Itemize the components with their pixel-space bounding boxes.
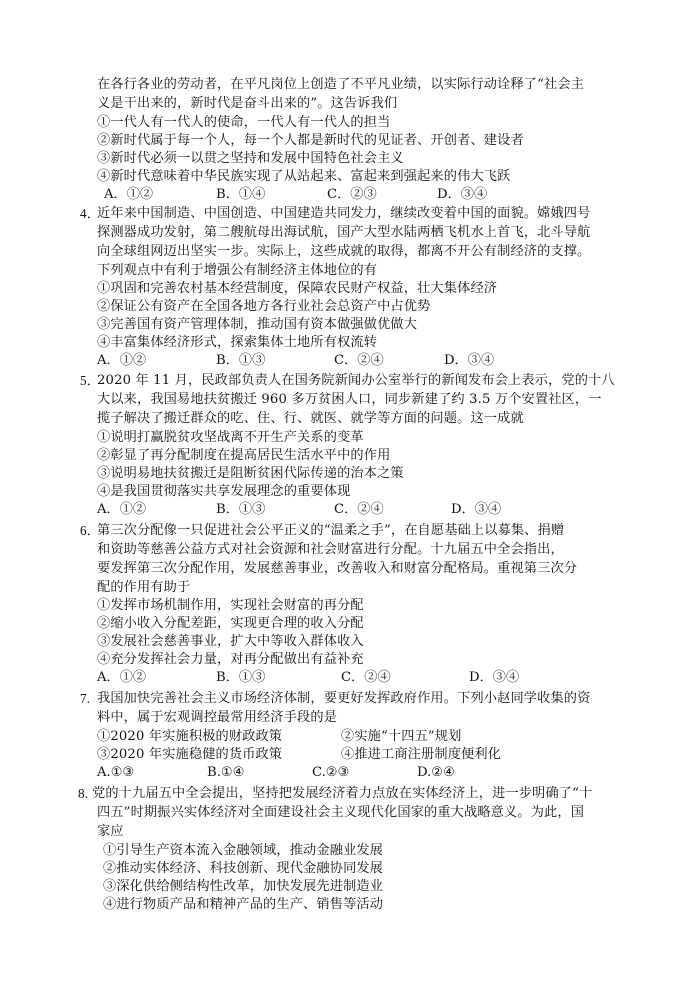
- q6-text-line-1: 第三次分配像一只促进社会公平正义的“温柔之手”，在自愿基础上以募集、捐赠: [97, 523, 565, 538]
- q8-statement-2: ②推动实体经济、科技创新、现代金融协同发展: [103, 861, 384, 876]
- q3-text-line-1: 在各行各业的劳动者，在平凡岗位上创造了不平凡业绩，以实际行动诠释了“社会主: [97, 77, 585, 92]
- q4-statement-4: ④丰富集体经济形式，探索集体土地所有权流转: [97, 335, 378, 350]
- q4-option-c: C．②④: [334, 353, 384, 368]
- q4-text-line-3: 向全球组网迈出坚实一步。实际上，这些成就的取得，都离不开公有制经济的支撑。: [97, 244, 591, 259]
- q3-statement-4: ④新时代意味着中华民族实现了从站起来、富起来到强起来的伟大飞跃: [97, 169, 511, 184]
- q5-statement-1: ①说明打赢脱贫攻坚战离不开生产关系的变革: [97, 430, 364, 445]
- q7-option-b: B.①④: [207, 765, 245, 780]
- q7-text-line-2: 料中，属于宏观调控最常用经济手段的是: [97, 710, 338, 725]
- q7-option-c: C.②③: [312, 765, 350, 780]
- q5-statement-4: ④是我国贯彻落实共享发展理念的重要体现: [97, 484, 351, 499]
- q7-option-a: A.①③: [97, 765, 135, 780]
- q8-statement-3: ③深化供给侧结构性改革，加快发展先进制造业: [103, 879, 384, 894]
- q6-number: 6．: [80, 523, 101, 538]
- q6-statement-2: ②缩小收入分配差距，实现更合理的收入分配: [97, 616, 364, 631]
- q8-statement-1: ①引导生产资本流入金融领域，推动金融业发展: [103, 843, 384, 858]
- q5-statement-2: ②彰显了再分配制度在提高居民生活水平中的作用: [97, 448, 391, 463]
- q7-statement-4: ④推进工商注册制度便利化: [341, 747, 502, 762]
- q8-text-line-2: 四五”时期振兴实体经济对全面建设社会主义现代化国家的重大战略意义。为此，国: [97, 805, 585, 820]
- q3-statement-2: ②新时代属于每一个人，每一个人都是新时代的见证者、开创者、建设者: [97, 133, 524, 148]
- q4-text-line-4: 下列观点中有利于增强公有制经济主体地位的有: [97, 263, 378, 278]
- q5-option-a: A．①②: [97, 502, 147, 517]
- q3-option-b: B．①④: [216, 187, 266, 202]
- q4-text-line-1: 近年来中国制造、中国创造、中国建造共同发力，继续改变着中国的面貌。嫦娥四号: [97, 206, 591, 221]
- q6-statement-4: ④充分发挥社会力量，对再分配做出有益补充: [97, 652, 364, 667]
- q5-text-line-1: 2020 年 11 月，民政部负责人在国务院新闻办公室举行的新闻发布会上表示，党的十八: [97, 373, 615, 388]
- q5-statement-3: ③说明易地扶贫搬迁是阻断贫困代际传递的治本之策: [97, 466, 404, 481]
- q4-statement-3: ③完善国有资产管理体制，推动国有资本做强做优做大: [97, 317, 418, 332]
- q7-option-d: D.②④: [417, 765, 455, 780]
- q5-option-d: D．③④: [451, 502, 502, 517]
- q3-text-line-2: 义是干出来的，新时代是奋斗出来的”。这告诉我们: [97, 96, 398, 111]
- q6-text-line-4: 配的作用有助于: [97, 580, 191, 595]
- q7-statement-3: ③2020 年实施稳健的货币政策: [97, 747, 283, 762]
- q6-option-a: A．①②: [97, 670, 147, 685]
- q8-text-line-1: 党的十九届五中全会提出，坚持把发展经济着力点放在实体经济上，进一步明确了“十: [92, 786, 593, 801]
- q6-statement-3: ③发展社会慈善事业，扩大中等收入群体收入: [97, 634, 364, 649]
- q4-statement-1: ①巩固和完善农村基本经营制度，保障农民财产权益，壮大集体经济: [97, 281, 498, 296]
- q5-option-c: C．②④: [334, 502, 384, 517]
- q6-option-d: D．③④: [469, 670, 520, 685]
- q7-statement-1: ①2020 年实施积极的财政政策: [97, 729, 283, 744]
- q6-text-line-3: 要发挥第三次分配作用，发展慈善事业，改善收入和财富分配格局。重视第三次分: [97, 561, 578, 576]
- q7-statement-2: ②实施“十四五”规划: [341, 729, 462, 744]
- q3-statement-1: ①一代人有一代人的使命，一代人有一代人的担当: [97, 115, 391, 130]
- q5-text-line-2: 大以来，我国易地扶贫搬迁 960 多万贫困人口，同步新建了约 3.5 万个安置社区，一: [97, 392, 602, 407]
- q3-option-c: C．②③: [327, 187, 377, 202]
- q4-text-line-2: 探测器成功发射，第二艘航母出海试航，国产大型水陆两栖飞机水上首飞，北斗导航: [97, 225, 591, 240]
- q8-number: 8.: [78, 786, 89, 801]
- q3-option-a: A．①②: [104, 187, 154, 202]
- q3-statement-3: ③新时代必须一以贯之坚持和发展中国特色社会主义: [97, 151, 404, 166]
- q7-number: 7.: [80, 691, 91, 706]
- q5-option-b: B．①③: [216, 502, 266, 517]
- q3-option-d: D．③④: [437, 187, 488, 202]
- q4-option-b: B．①③: [216, 353, 266, 368]
- q5-number: 5．: [80, 373, 101, 388]
- q6-text-line-2: 和资助等慈善公益方式对社会资源和社会财富进行分配。十九届五中全会指出，: [97, 542, 564, 557]
- q4-statement-2: ②保证公有资产在全国各地方各行业社会总资产中占优势: [97, 299, 431, 314]
- q8-text-line-3: 家应: [97, 824, 124, 839]
- q8-statement-4: ④进行物质产品和精神产品的生产、销售等活动: [103, 897, 384, 912]
- q7-text-line-1: 我国加快完善社会主义市场经济体制，要更好发挥政府作用。下列小赵同学收集的资: [97, 691, 591, 706]
- q6-option-b: B．①③: [216, 670, 266, 685]
- q5-text-line-3: 揽子解决了搬迁群众的吃、住、行、就医、就学等方面的问题。这一成就: [97, 411, 524, 426]
- q4-option-a: A．①②: [97, 353, 147, 368]
- q6-option-c: C．②④: [341, 670, 391, 685]
- q4-number: 4．: [80, 206, 101, 221]
- q4-option-d: D．③④: [444, 353, 495, 368]
- q6-statement-1: ①发挥市场机制作用，实现社会财富的再分配: [97, 598, 364, 613]
